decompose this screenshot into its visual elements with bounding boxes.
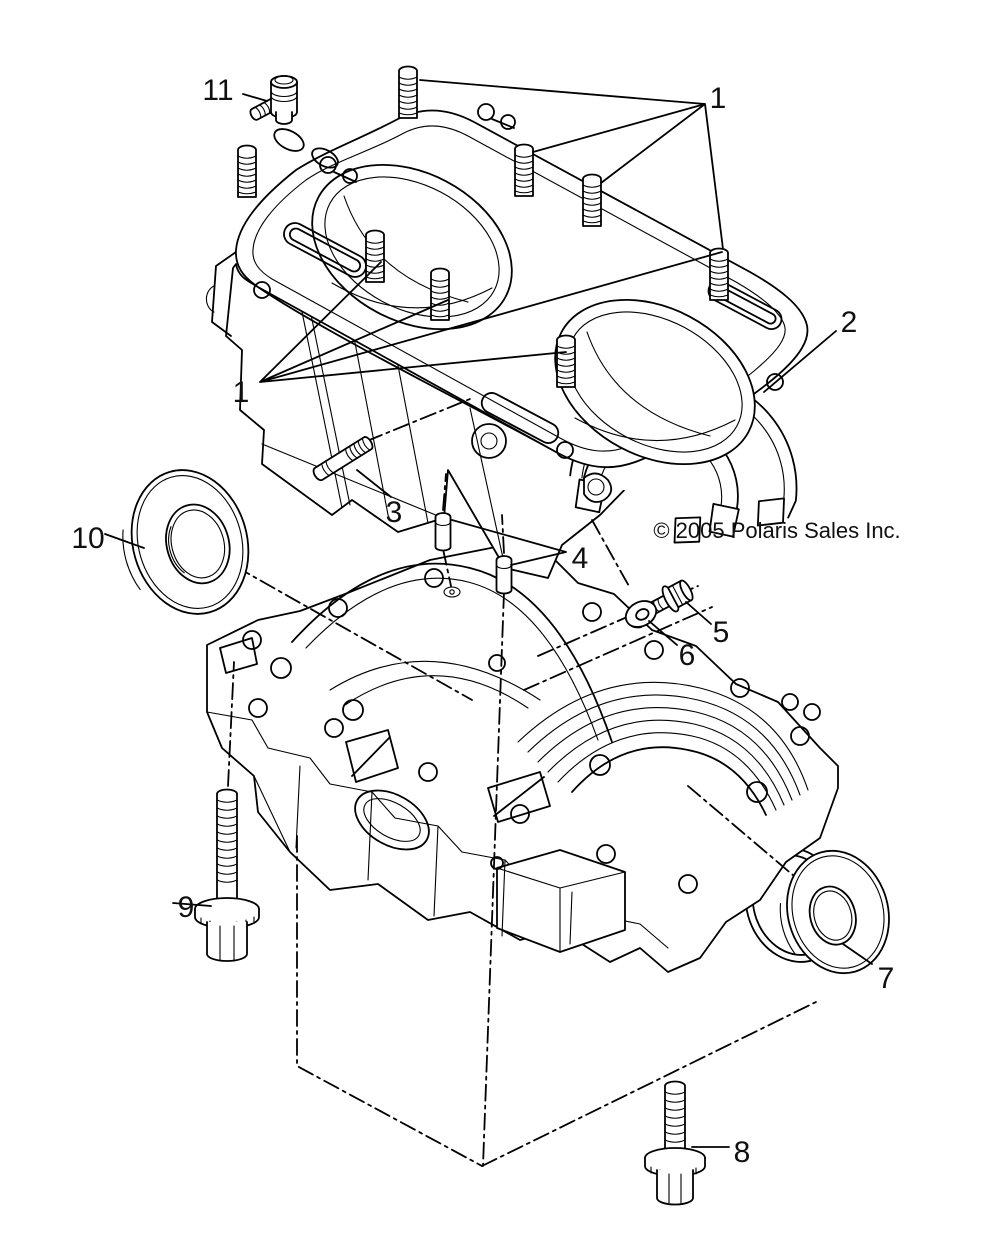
callout-9: 9 [177, 891, 195, 924]
callout-3: 3 [385, 496, 403, 529]
callout-8: 8 [733, 1136, 751, 1169]
flange-bolt-long [195, 790, 259, 962]
callout-1-lower: 1 [232, 376, 250, 409]
callout-7: 7 [877, 962, 895, 995]
upper-crankcase [206, 67, 817, 579]
callout-6: 6 [678, 639, 696, 672]
callout-1-top: 1 [709, 82, 727, 115]
grease-fitting [249, 76, 297, 124]
callout-4: 4 [571, 542, 589, 575]
callout-5: 5 [712, 616, 730, 649]
copyright-notice: © 2005 Polaris Sales Inc. [653, 518, 901, 543]
lower-crankcase [207, 545, 860, 976]
callout-11: 11 [202, 74, 234, 107]
callout-10: 10 [71, 522, 105, 555]
flange-bolt-medium [645, 1082, 705, 1205]
callout-2: 2 [840, 306, 858, 339]
